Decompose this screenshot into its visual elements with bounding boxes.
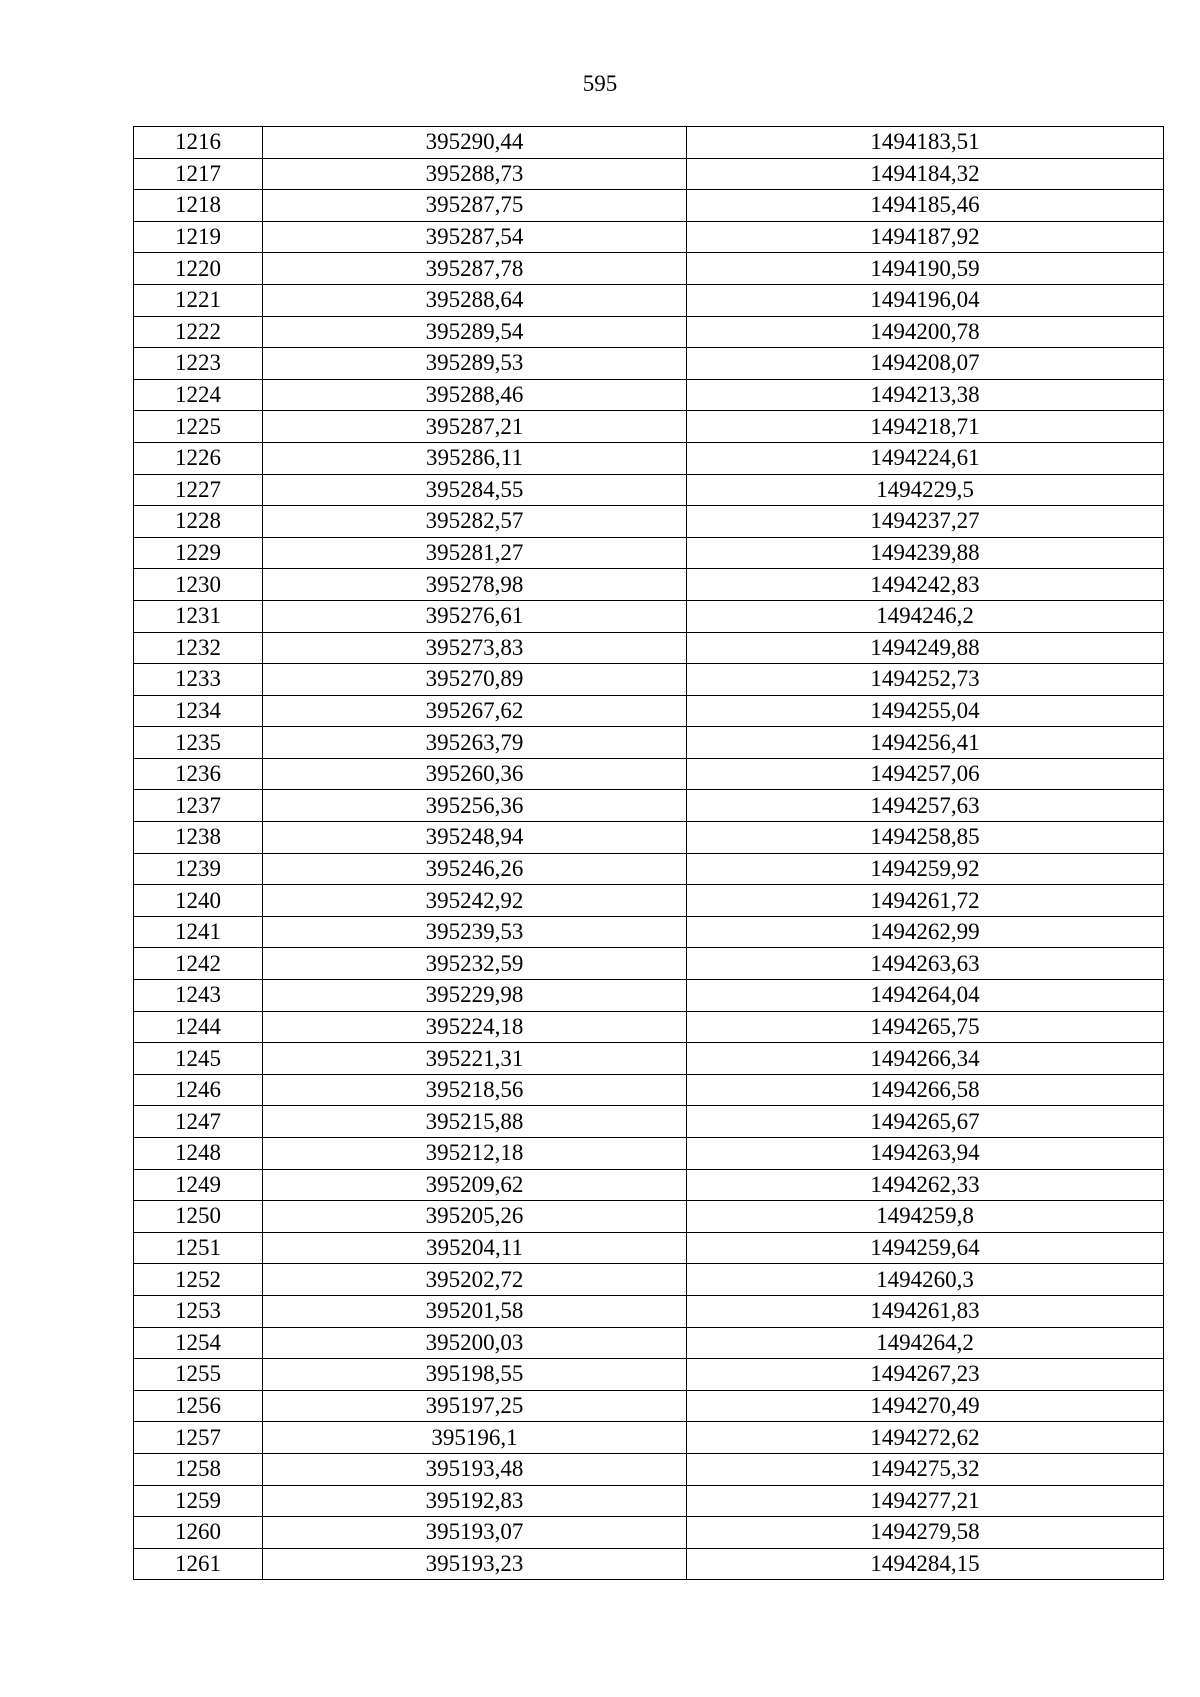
point-number-cell: 1240: [134, 885, 263, 917]
table-row: [134, 506, 1164, 538]
y-coordinate-cell: 1494261,72: [687, 885, 1164, 917]
point-number-cell: 1226: [134, 442, 263, 474]
x-coordinate-cell: 395204,11: [263, 1232, 687, 1264]
point-number-cell: 1231: [134, 600, 263, 632]
coordinates-table-body: [134, 127, 1164, 1580]
point-number-cell: 1250: [134, 1201, 263, 1233]
y-coordinate-cell: 1494258,85: [687, 822, 1164, 854]
x-coordinate-cell: 395193,23: [263, 1548, 687, 1580]
point-number-cell: 1230: [134, 569, 263, 601]
table-row: [134, 442, 1164, 474]
x-coordinate-cell: 395290,44: [263, 127, 687, 159]
y-coordinate-cell: 1494259,8: [687, 1201, 1164, 1233]
point-number-cell: 1255: [134, 1359, 263, 1391]
table-row: [134, 316, 1164, 348]
point-number-cell: 1256: [134, 1390, 263, 1422]
y-coordinate-cell: 1494213,38: [687, 379, 1164, 411]
point-number-cell: 1243: [134, 980, 263, 1012]
x-coordinate-cell: 395278,98: [263, 569, 687, 601]
table-row: [134, 1232, 1164, 1264]
x-coordinate-cell: 395193,48: [263, 1453, 687, 1485]
y-coordinate-cell: 1494262,99: [687, 916, 1164, 948]
y-coordinate-cell: 1494249,88: [687, 632, 1164, 664]
point-number-cell: 1260: [134, 1517, 263, 1549]
point-number-cell: 1225: [134, 411, 263, 443]
y-coordinate-cell: 1494237,27: [687, 506, 1164, 538]
point-number-cell: 1236: [134, 758, 263, 790]
point-number-cell: 1254: [134, 1327, 263, 1359]
point-number-cell: 1221: [134, 284, 263, 316]
y-coordinate-cell: 1494242,83: [687, 569, 1164, 601]
table-row: [134, 1011, 1164, 1043]
point-number-cell: 1223: [134, 348, 263, 380]
y-coordinate-cell: 1494257,63: [687, 790, 1164, 822]
x-coordinate-cell: 395288,73: [263, 158, 687, 190]
table-row: [134, 916, 1164, 948]
table-row: [134, 569, 1164, 601]
table-row: [134, 1485, 1164, 1517]
y-coordinate-cell: 1494263,94: [687, 1138, 1164, 1170]
table-row: [134, 1548, 1164, 1580]
table-row: [134, 1106, 1164, 1138]
y-coordinate-cell: 1494265,67: [687, 1106, 1164, 1138]
table-row: [134, 853, 1164, 885]
x-coordinate-cell: 395242,92: [263, 885, 687, 917]
y-coordinate-cell: 1494265,75: [687, 1011, 1164, 1043]
point-number-cell: 1234: [134, 695, 263, 727]
y-coordinate-cell: 1494218,71: [687, 411, 1164, 443]
point-number-cell: 1228: [134, 506, 263, 538]
x-coordinate-cell: 395267,62: [263, 695, 687, 727]
y-coordinate-cell: 1494277,21: [687, 1485, 1164, 1517]
x-coordinate-cell: 395232,59: [263, 948, 687, 980]
y-coordinate-cell: 1494224,61: [687, 442, 1164, 474]
x-coordinate-cell: 395197,25: [263, 1390, 687, 1422]
table-row: [134, 474, 1164, 506]
table-row: [134, 790, 1164, 822]
y-coordinate-cell: 1494259,64: [687, 1232, 1164, 1264]
x-coordinate-cell: 395263,79: [263, 727, 687, 759]
point-number-cell: 1227: [134, 474, 263, 506]
y-coordinate-cell: 1494275,32: [687, 1453, 1164, 1485]
table-row: [134, 1390, 1164, 1422]
table-row: [134, 1043, 1164, 1075]
table-row: [134, 1453, 1164, 1485]
table-row: [134, 1295, 1164, 1327]
y-coordinate-cell: 1494187,92: [687, 221, 1164, 253]
point-number-cell: 1249: [134, 1169, 263, 1201]
y-coordinate-cell: 1494208,07: [687, 348, 1164, 380]
point-number-cell: 1241: [134, 916, 263, 948]
point-number-cell: 1245: [134, 1043, 263, 1075]
y-coordinate-cell: 1494256,41: [687, 727, 1164, 759]
point-number-cell: 1232: [134, 632, 263, 664]
y-coordinate-cell: 1494246,2: [687, 600, 1164, 632]
point-number-cell: 1235: [134, 727, 263, 759]
point-number-cell: 1251: [134, 1232, 263, 1264]
point-number-cell: 1219: [134, 221, 263, 253]
table-row: [134, 600, 1164, 632]
x-coordinate-cell: 395276,61: [263, 600, 687, 632]
table-row: [134, 1138, 1164, 1170]
point-number-cell: 1222: [134, 316, 263, 348]
table-row: [134, 632, 1164, 664]
y-coordinate-cell: 1494260,3: [687, 1264, 1164, 1296]
page-number: 595: [582, 71, 618, 96]
table-row: [134, 127, 1164, 159]
x-coordinate-cell: 395281,27: [263, 537, 687, 569]
y-coordinate-cell: 1494200,78: [687, 316, 1164, 348]
point-number-cell: 1246: [134, 1074, 263, 1106]
x-coordinate-cell: 395196,1: [263, 1422, 687, 1454]
y-coordinate-cell: 1494262,33: [687, 1169, 1164, 1201]
x-coordinate-cell: 395288,46: [263, 379, 687, 411]
y-coordinate-cell: 1494190,59: [687, 253, 1164, 285]
table-row: [134, 1359, 1164, 1391]
table-row: [134, 948, 1164, 980]
table-row: [134, 885, 1164, 917]
x-coordinate-cell: 395202,72: [263, 1264, 687, 1296]
y-coordinate-cell: 1494184,32: [687, 158, 1164, 190]
x-coordinate-cell: 395201,58: [263, 1295, 687, 1327]
point-number-cell: 1248: [134, 1138, 263, 1170]
y-coordinate-cell: 1494257,06: [687, 758, 1164, 790]
x-coordinate-cell: 395198,55: [263, 1359, 687, 1391]
x-coordinate-cell: 395256,36: [263, 790, 687, 822]
y-coordinate-cell: 1494259,92: [687, 853, 1164, 885]
y-coordinate-cell: 1494261,83: [687, 1295, 1164, 1327]
point-number-cell: 1216: [134, 127, 263, 159]
x-coordinate-cell: 395248,94: [263, 822, 687, 854]
y-coordinate-cell: 1494252,73: [687, 664, 1164, 696]
x-coordinate-cell: 395286,11: [263, 442, 687, 474]
x-coordinate-cell: 395205,26: [263, 1201, 687, 1233]
table-row: [134, 158, 1164, 190]
x-coordinate-cell: 395209,62: [263, 1169, 687, 1201]
point-number-cell: 1239: [134, 853, 263, 885]
coordinates-table: [133, 126, 1164, 1580]
x-coordinate-cell: 395224,18: [263, 1011, 687, 1043]
point-number-cell: 1258: [134, 1453, 263, 1485]
table-row: [134, 1074, 1164, 1106]
x-coordinate-cell: 395289,53: [263, 348, 687, 380]
table-row: [134, 1422, 1164, 1454]
point-number-cell: 1252: [134, 1264, 263, 1296]
x-coordinate-cell: 395287,75: [263, 190, 687, 222]
y-coordinate-cell: 1494196,04: [687, 284, 1164, 316]
y-coordinate-cell: 1494272,62: [687, 1422, 1164, 1454]
y-coordinate-cell: 1494266,58: [687, 1074, 1164, 1106]
x-coordinate-cell: 395289,54: [263, 316, 687, 348]
x-coordinate-cell: 395270,89: [263, 664, 687, 696]
x-coordinate-cell: 395218,56: [263, 1074, 687, 1106]
point-number-cell: 1220: [134, 253, 263, 285]
x-coordinate-cell: 395287,54: [263, 221, 687, 253]
x-coordinate-cell: 395221,31: [263, 1043, 687, 1075]
point-number-cell: 1259: [134, 1485, 263, 1517]
point-number-cell: 1218: [134, 190, 263, 222]
point-number-cell: 1237: [134, 790, 263, 822]
y-coordinate-cell: 1494279,58: [687, 1517, 1164, 1549]
table-row: [134, 822, 1164, 854]
point-number-cell: 1257: [134, 1422, 263, 1454]
point-number-cell: 1247: [134, 1106, 263, 1138]
point-number-cell: 1261: [134, 1548, 263, 1580]
y-coordinate-cell: 1494239,88: [687, 537, 1164, 569]
y-coordinate-cell: 1494264,2: [687, 1327, 1164, 1359]
point-number-cell: 1224: [134, 379, 263, 411]
y-coordinate-cell: 1494270,49: [687, 1390, 1164, 1422]
y-coordinate-cell: 1494264,04: [687, 980, 1164, 1012]
x-coordinate-cell: 395287,78: [263, 253, 687, 285]
x-coordinate-cell: 395239,53: [263, 916, 687, 948]
point-number-cell: 1229: [134, 537, 263, 569]
table-row: [134, 1517, 1164, 1549]
point-number-cell: 1233: [134, 664, 263, 696]
table-row: [134, 1169, 1164, 1201]
y-coordinate-cell: 1494263,63: [687, 948, 1164, 980]
x-coordinate-cell: 395200,03: [263, 1327, 687, 1359]
table-row: [134, 411, 1164, 443]
table-row: [134, 980, 1164, 1012]
table-row: [134, 1201, 1164, 1233]
table-row: [134, 695, 1164, 727]
point-number-cell: 1238: [134, 822, 263, 854]
table-row: [134, 664, 1164, 696]
x-coordinate-cell: 395215,88: [263, 1106, 687, 1138]
x-coordinate-cell: 395288,64: [263, 284, 687, 316]
table-row: [134, 758, 1164, 790]
x-coordinate-cell: 395282,57: [263, 506, 687, 538]
x-coordinate-cell: 395287,21: [263, 411, 687, 443]
x-coordinate-cell: 395260,36: [263, 758, 687, 790]
y-coordinate-cell: 1494185,46: [687, 190, 1164, 222]
table-row: [134, 1327, 1164, 1359]
x-coordinate-cell: 395246,26: [263, 853, 687, 885]
table-row: [134, 221, 1164, 253]
x-coordinate-cell: 395273,83: [263, 632, 687, 664]
table-row: [134, 348, 1164, 380]
point-number-cell: 1217: [134, 158, 263, 190]
table-row: [134, 284, 1164, 316]
x-coordinate-cell: 395229,98: [263, 980, 687, 1012]
table-row: [134, 1264, 1164, 1296]
point-number-cell: 1244: [134, 1011, 263, 1043]
x-coordinate-cell: 395212,18: [263, 1138, 687, 1170]
y-coordinate-cell: 1494284,15: [687, 1548, 1164, 1580]
y-coordinate-cell: 1494183,51: [687, 127, 1164, 159]
table-row: [134, 190, 1164, 222]
table-row: [134, 727, 1164, 759]
x-coordinate-cell: 395192,83: [263, 1485, 687, 1517]
x-coordinate-cell: 395193,07: [263, 1517, 687, 1549]
y-coordinate-cell: 1494229,5: [687, 474, 1164, 506]
point-number-cell: 1242: [134, 948, 263, 980]
table-row: [134, 537, 1164, 569]
point-number-cell: 1253: [134, 1295, 263, 1327]
table-row: [134, 253, 1164, 285]
table-row: [134, 379, 1164, 411]
y-coordinate-cell: 1494267,23: [687, 1359, 1164, 1391]
y-coordinate-cell: 1494266,34: [687, 1043, 1164, 1075]
y-coordinate-cell: 1494255,04: [687, 695, 1164, 727]
x-coordinate-cell: 395284,55: [263, 474, 687, 506]
